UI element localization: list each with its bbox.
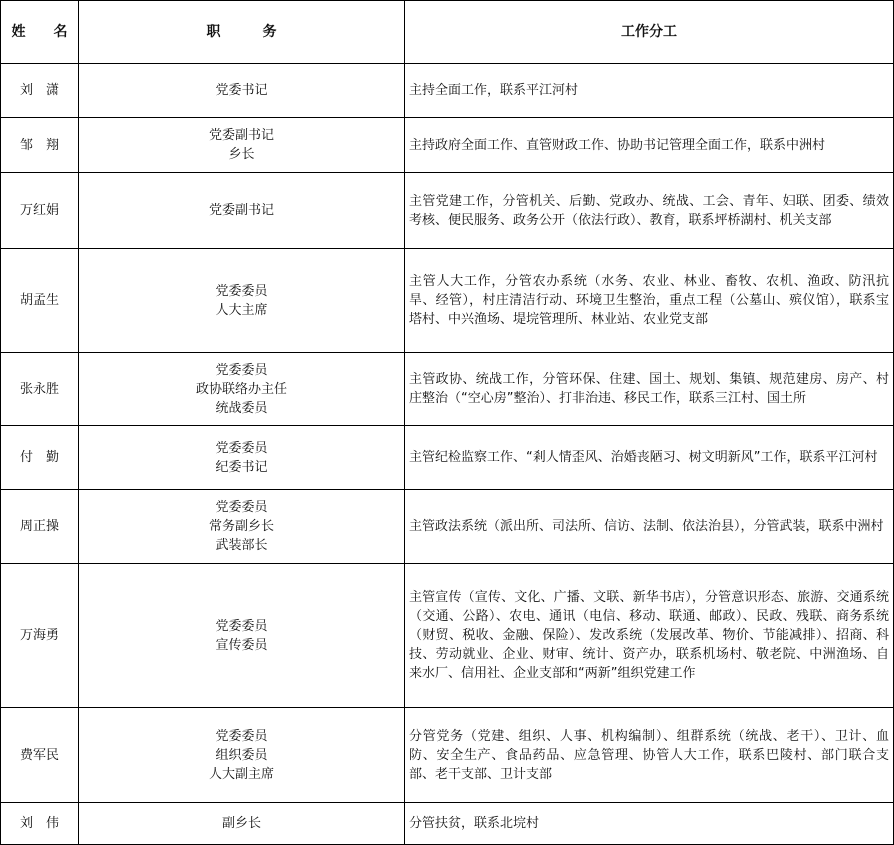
table-row: [1, 708, 894, 803]
table-row: [1, 249, 894, 353]
position-line: 纪委书记: [215, 459, 268, 475]
row-name: 刘 潇: [1, 64, 79, 118]
table-row: [1, 64, 894, 118]
position-line: 副乡长: [221, 816, 261, 831]
row-position: [79, 173, 405, 249]
table-row: [1, 118, 894, 173]
table-row: [1, 426, 894, 490]
position-line: 统战委员: [215, 400, 268, 416]
row-name: 费军民: [1, 708, 79, 803]
position-line: 组织委员: [215, 747, 268, 763]
position-line: 党委委员: [215, 362, 268, 378]
row-position: [79, 118, 405, 173]
row-duties: 主管宣传（宣传、文化、广播、文联、新华书店），分管意识形态、旅游、交通系统（交通、公路）、农电、通讯（电信、移动、联通、邮政）、民政、残联、商务系统（财贸、税收、金融、保险）、发改系统（发展改革、物价、节能减排）、招商、科技、劳动就业、企业、财审、统计、资产办，联系机场村、敬老院、中洲渔场、自来水厂、信用社、企业支部和“两新”组织党建工作: [405, 564, 894, 708]
position-line: 乡长: [228, 147, 255, 162]
position-line: 党委副书记: [208, 203, 274, 218]
table-row: [1, 173, 894, 249]
row-duties: 主管政法系统（派出所、司法所、信访、法制、依法治县），分管武装，联系中洲村: [405, 490, 894, 564]
position-line: 宣传委员: [215, 637, 268, 653]
position-line: 党委书记: [215, 83, 268, 98]
row-duties: 分管党务（党建、组织、人事、机构编制）、组群系统（统战、老干）、卫计、血防、安全生产、食品药品、应急管理、协管人大工作，联系巴陵村、部门联合支部、老干支部、卫计支部: [405, 708, 894, 803]
row-duties: 主持全面工作，联系平江河村: [405, 64, 894, 118]
position-line: 常务副乡长: [208, 519, 274, 534]
row-name: 付 勤: [1, 426, 79, 490]
position-line: 党委委员: [215, 618, 268, 634]
row-position: [79, 490, 405, 564]
row-duties: 主管党建工作，分管机关、后勤、党政办、统战、工会、青年、妇联、团委、绩效考核、便民服务、政务公开（依法行政）、教育，联系坪桥湖村、机关支部: [405, 173, 894, 249]
row-name: 胡孟生: [1, 249, 79, 353]
row-duties: 主管政协、统战工作，分管环保、住建、国土、规划、集镇、规范建房、房产、村庄整治（“空心房”整治）、打非治违、移民工作，联系三江村、国土所: [405, 353, 894, 426]
header-name: 姓 名: [1, 1, 79, 64]
header-row: [1, 1, 894, 64]
row-duties: 主管人大工作，分管农办系统（水务、农业、林业、畜牧、农机、渔政、防汛抗旱、经管），村庄清洁行动、环境卫生整治，重点工程（公墓山、殡仪馆），联系宝塔村、中兴渔场、堤垸管理所、林业站、农业党支部: [405, 249, 894, 353]
position-line: 党委副书记: [208, 128, 274, 143]
row-duties: 分管扶贫，联系北垸村: [405, 803, 894, 845]
position-line: 政协联络办主任: [195, 381, 287, 397]
table-row: [1, 564, 894, 708]
row-duties: 主管纪检监察工作、“剎人情歪风、治婚丧陋习、树文明新风”工作，联系平江河村: [405, 426, 894, 490]
row-name: 周正操: [1, 490, 79, 564]
table-row: [1, 803, 894, 845]
row-name: 邹 翔: [1, 118, 79, 173]
row-position: [79, 708, 405, 803]
header-duties: 工作分工: [405, 1, 894, 64]
row-position: [79, 249, 405, 353]
table-row: [1, 353, 894, 426]
position-line: 党委委员: [215, 283, 268, 299]
row-position: [79, 426, 405, 490]
row-position: [79, 564, 405, 708]
position-line: 党委委员: [215, 440, 268, 456]
position-line: 人大主席: [215, 302, 268, 318]
position-line: 党委委员: [215, 500, 268, 515]
row-name: 刘 伟: [1, 803, 79, 845]
row-name: 万海勇: [1, 564, 79, 708]
row-name: 万红娟: [1, 173, 79, 249]
position-line: 人大副主席: [208, 766, 274, 782]
row-name: 张永胜: [1, 353, 79, 426]
row-position: [79, 353, 405, 426]
table-row: [1, 490, 894, 564]
header-position: 职 务: [79, 1, 405, 64]
row-position: [79, 803, 405, 845]
position-line: 武装部长: [215, 538, 268, 553]
row-duties: 主持政府全面工作、直管财政工作、协助书记管理全面工作，联系中洲村: [405, 118, 894, 173]
position-line: 党委委员: [215, 728, 268, 744]
row-position: [79, 64, 405, 118]
